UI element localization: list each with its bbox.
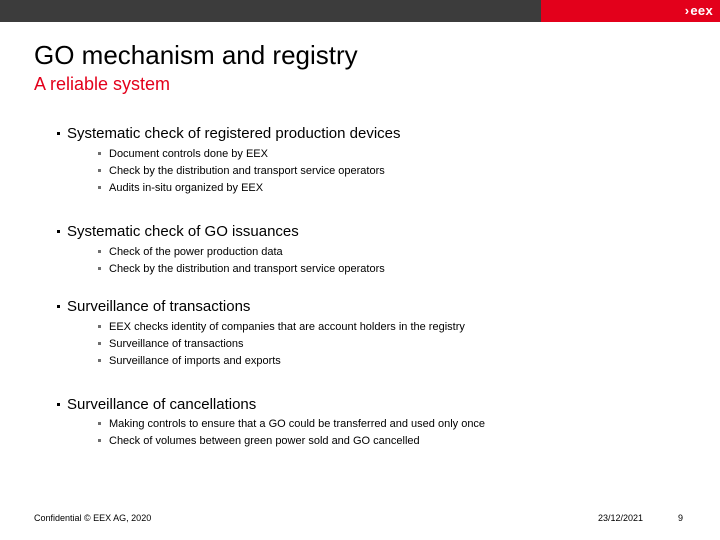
bullet-icon [57,230,60,233]
footer-confidential: Confidential © EEX AG, 2020 [34,513,152,523]
list-item [98,164,385,178]
list-item-text: Check by the distribution and transport service operators [109,165,385,177]
chevron-right-icon: › [684,3,690,18]
section-heading-text: Systematic check of registered production devices [67,125,401,142]
section-heading-text: Systematic check of GO issuances [67,223,299,240]
bullet-icon [98,186,101,189]
list-item-text: Surveillance of imports and exports [109,355,281,367]
slide-subtitle: A reliable system [34,74,171,94]
bullet-icon [98,439,101,442]
list-item [98,320,465,334]
section-heading [57,125,401,143]
bullet-icon [98,250,101,253]
bullet-icon [57,305,60,308]
page-number: 9 [678,513,684,523]
bullet-icon [57,132,60,135]
list-item-text: Document controls done by EEX [109,148,268,160]
list-item [98,147,268,161]
list-item [98,417,485,431]
list-item [98,245,283,259]
bullet-icon [98,152,101,155]
list-item-text: Check of volumes between green power sold and GO cancelled [109,435,420,447]
bullet-icon [98,325,101,328]
list-item [98,434,420,448]
list-item-text: Making controls to ensure that a GO could be transferred and used only once [109,418,486,430]
footer-date: 23/12/2021 [598,513,644,523]
list-item-text: Check by the distribution and transport service operators [109,263,385,275]
section-heading-text: Surveillance of cancellations [67,396,257,413]
list-item-text: Audits in-situ organized by EEX [109,182,264,194]
bullet-icon [98,267,101,270]
list-item [98,354,281,368]
bullet-icon [98,169,101,172]
section-heading [57,223,299,241]
bullet-icon [98,359,101,362]
brand-logo-bar [541,0,720,22]
list-item-text: Check of the power production data [109,246,283,258]
list-item-text: EEX checks identity of companies that are account holders in the registry [109,321,465,333]
eex-logo [685,3,713,19]
list-item [98,262,385,276]
slide-title: GO mechanism and registry [34,40,358,70]
section-heading-text: Surveillance of transactions [67,298,251,315]
bullet-icon [98,342,101,345]
section-heading [57,396,256,414]
list-item [98,337,244,351]
bullet-icon [57,403,60,406]
list-item [98,181,263,195]
section-heading [57,298,250,316]
bullet-icon [98,422,101,425]
list-item-text: Surveillance of transactions [109,338,244,350]
logo-text: eex [690,3,713,18]
